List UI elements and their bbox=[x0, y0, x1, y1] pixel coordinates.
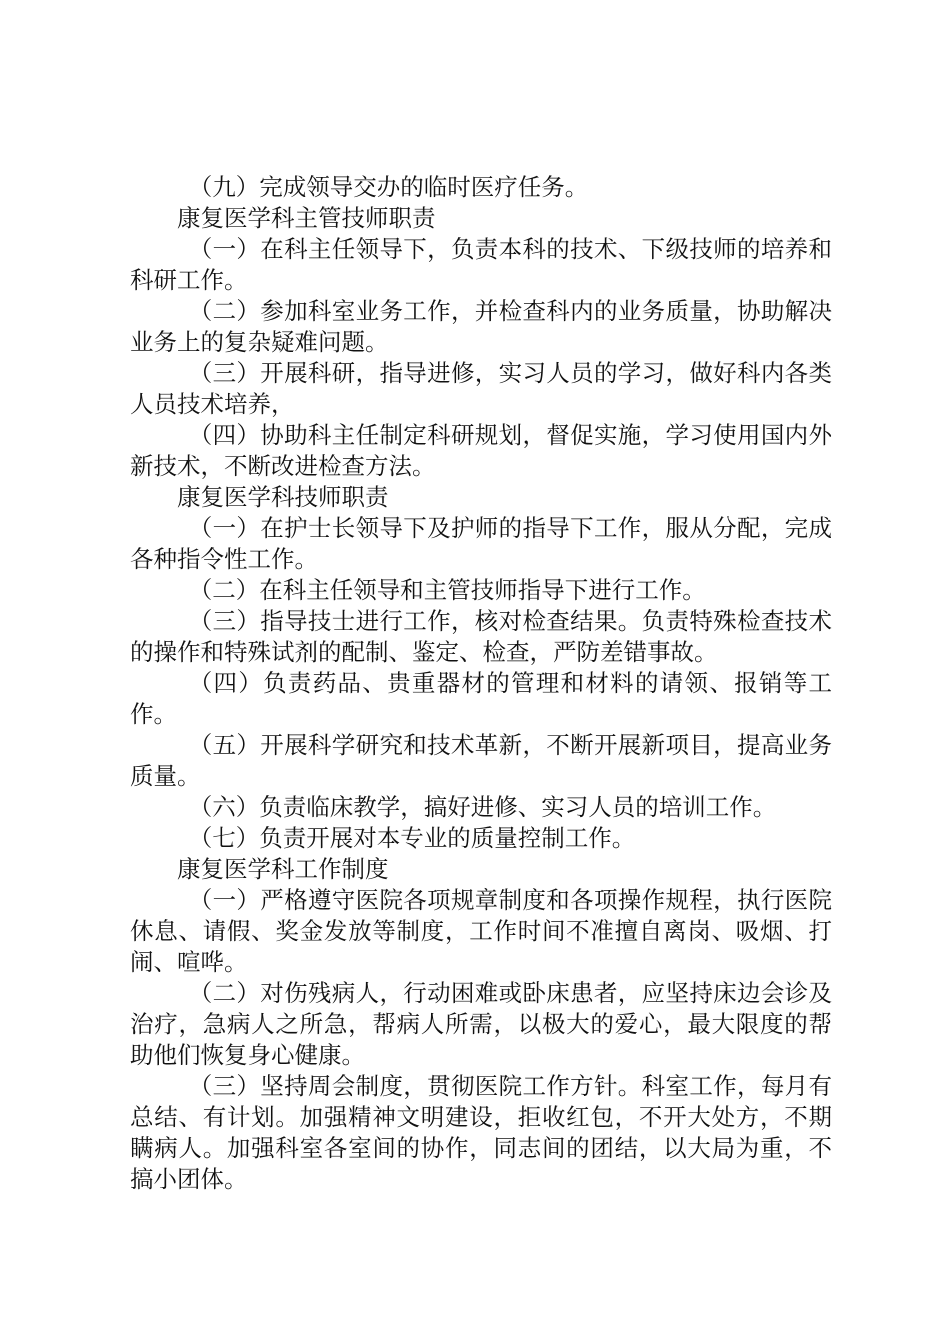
clause-paragraph: （四）协助科主任制定科研规划，督促实施，学习使用国内外新技术，不断改进检查方法。 bbox=[130, 421, 832, 480]
section-heading: 康复医学科技师职责 bbox=[177, 483, 389, 511]
clause-paragraph: （二）参加科室业务工作，并检查科内的业务质量，协助解决业务上的复杂疑难问题。 bbox=[130, 297, 832, 356]
clause-paragraph: （一）严格遵守医院各项规章制度和各项操作规程，执行医院休息、请假、奖金发放等制度，工作时间不准擅自离岗、吸烟、打闹、喧哗。 bbox=[130, 886, 832, 976]
clause-paragraph: （三）开展科研，指导进修，实习人员的学习，做好科内各类人员技术培养， bbox=[130, 359, 832, 418]
section-heading: 康复医学科主管技师职责 bbox=[177, 204, 436, 232]
clause-paragraph: （二）在科主任领导和主管技师指导下进行工作。 bbox=[188, 576, 706, 604]
clause-paragraph: （一）在护士长领导下及护师的指导下工作，服从分配，完成各种指令性工作。 bbox=[130, 514, 832, 573]
clause-paragraph: （六）负责临床教学，搞好进修、实习人员的培训工作。 bbox=[188, 793, 777, 821]
clause-paragraph: （九）完成领导交办的临时医疗任务。 bbox=[188, 173, 589, 201]
clause-paragraph: （五）开展科学研究和技术革新，不断开展新项目，提高业务质量。 bbox=[130, 731, 832, 790]
clause-paragraph: （一）在科主任领导下，负责本科的技术、下级技师的培养和科研工作。 bbox=[130, 235, 832, 294]
clause-paragraph: （二）对伤残病人，行动困难或卧床患者，应坚持床边会诊及治疗，急病人之所急，帮病人所需，以极大的爱心，最大限度的帮助他们恢复身心健康。 bbox=[130, 979, 832, 1069]
document-body bbox=[130, 172, 832, 1195]
clause-paragraph: （四）负责药品、贵重器材的管理和材料的请领、报销等工作。 bbox=[130, 669, 832, 728]
clause-paragraph: （三）指导技士进行工作，核对检查结果。负责特殊检查技术的操作和特殊试剂的配制、鉴定、检查，严防差错事故。 bbox=[130, 607, 832, 666]
clause-paragraph: （七）负责开展对本专业的质量控制工作。 bbox=[188, 824, 636, 852]
clause-paragraph: （三）坚持周会制度，贯彻医院工作方针。科室工作，每月有总结、有计划。加强精神文明建设，拒收红包，不开大处方，不期瞒病人。加强科室各室间的协作，同志间的团结，以大局为重，不搞小团体。 bbox=[130, 1072, 832, 1193]
section-heading: 康复医学科工作制度 bbox=[177, 855, 389, 883]
